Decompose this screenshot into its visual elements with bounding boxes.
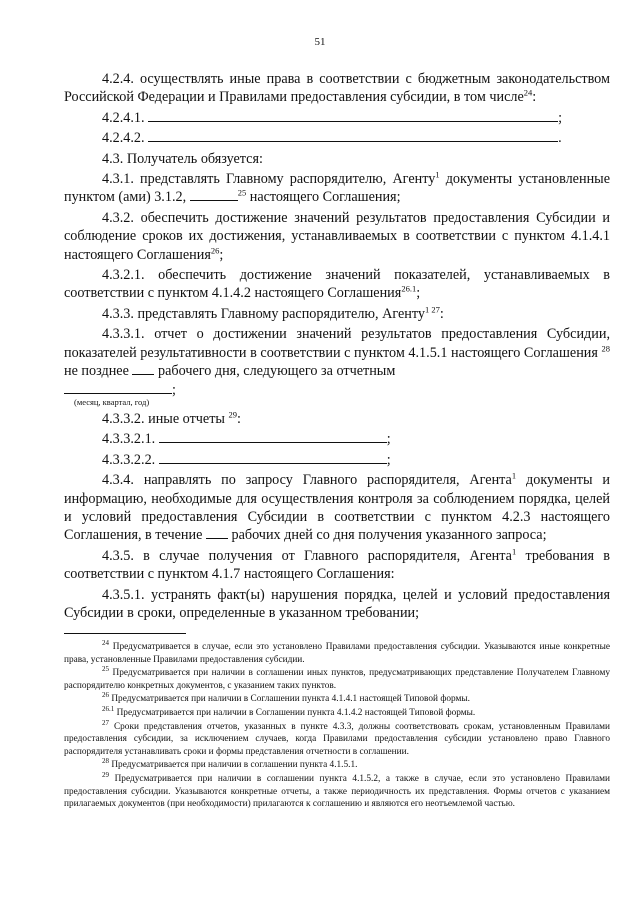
footnote-27: $^{27}$ Сроки представления отчетов, указанных в пункте 4.3.3, должны соответствовать срокам, установленным Правилами предоставления субсидии, за исключением случаев, когда Правилами предоставления субсидии установлено право Главного распорядителя устанавливать сроки и формы представления отчетности в соглашении. xyxy=(64,718,610,757)
footnotes xyxy=(64,638,610,812)
paragraph-4-3-3-2-1: 4.3.3.2.1. ; xyxy=(102,431,391,448)
paragraph-4-3-5-1: 4.3.5.1. устранять факт(ы) нарушения порядка, целей и условий предоставления Субсидии в сроки, определенные в указанном требовании; xyxy=(64,586,610,621)
footnote-24: $^{24}$ Предусматривается в случае, если это установлено Правилами предоставления субсидии. Указываются иные конкретные права, установленные Правилами предоставления субсидии. xyxy=(64,638,610,665)
paragraph-4-2-4-1: 4.2.4.1. ; xyxy=(102,109,563,126)
paragraph-4-3-2-1: 4.3.2.1. обеспечить достижение значений показателей, устанавливаемых в соответствии с пунктом 4.1.4.2 настоящего Соглашения$^{26.1}$; xyxy=(64,267,610,302)
paragraph-4-3-3: 4.3.3. представлять Главному распорядителю, Агенту$^{1 27}$: xyxy=(102,304,444,322)
footnote-ref: 24 xyxy=(523,87,533,98)
paragraph-4-3-1: 4.3.1. представлять Главному распорядителю, Агенту$^1$ документы установленные пунктом (ами) 3.1.2, $^{25}$ настоящего Соглашения; xyxy=(64,169,610,206)
paragraph-4-2-4: 4.2.4. осуществлять иные права в соответствии с бюджетным законодательством Российской Федерации и Правилами предоставления субсидии, в том числе$^{24}$: xyxy=(64,71,610,106)
paragraph-4-3-3-2-2: 4.3.3.2.2. ; xyxy=(102,451,391,468)
footnote-28: $^{28}$ Предусматривается при наличии в соглашении пункта 4.1.5.1. xyxy=(102,757,358,771)
period-hint: (месяц, квартал, год) xyxy=(74,396,150,407)
paragraph-4-3-5: 4.3.5. в случае получения от Главного распорядителя, Агента$^1$ требования в соответствии с пунктом 4.1.7 настоящего Соглашения: xyxy=(64,546,611,583)
footnote-separator xyxy=(64,633,186,634)
paragraph-4-3-3-1: 4.3.3.1. отчет о достижении значений результатов предоставления Субсидии, показателей результативности в соответствии с пунктом 4.1.5.1 настоящего Соглашения $^{28}$ не позднее рабочего дня, следующего за отчетным ; xyxy=(64,326,610,398)
footnote-26: $^{26}$ Предусматривается при наличии в Соглашении пункта 4.1.4.1 настоящей Типовой формы. xyxy=(102,691,470,705)
paragraph-4-3-3-2: 4.3.3.2. иные отчеты $^{29}$: xyxy=(102,409,241,427)
paragraph-4-3-2: 4.3.2. обеспечить достижение значений результатов предоставления Субсидии и соблюдение сроков их достижения, устанавливаемых в соответствии с пунктом 4.1.4.1 настоящего Соглашения$^{26}$; xyxy=(64,209,610,263)
paragraph-4-3-4: 4.3.4. направлять по запросу Главного распорядителя, Агента$^1$ документы и информацию, необходимые для осуществления контроля за соблюдением порядка, целей и условий предоставления Субсидии в соответствии с пунктом 4.2.3 настоящего Соглашения, в течение рабочих дней со дня получения указанного запроса; xyxy=(64,470,611,544)
footnote-26-1: $^{26.1}$ Предусматривается при наличии в Соглашении пункта 4.1.4.2 настоящей Типовой формы. xyxy=(102,704,476,718)
footnote-25: $^{25}$ Предусматривается при наличии в соглашении иных пунктов, предусматривающих представление Получателем Главному распорядителю конкретных документов, с указанием таких пунктов. xyxy=(64,665,610,691)
paragraph-4-3: 4.3. Получатель обязуется: xyxy=(102,150,263,167)
page-number: 51 xyxy=(314,36,326,48)
footnote-29: $^{29}$ Предусматривается при наличии в соглашении пункта 4.1.5.2, а также в случае, если это установлено Правилами предоставления субсидии. Указываются конкретные отчеты, а также периодичность их представления. Формы отчетов с указанием прилагаемых документов (при необходимости) прилагаются к соглашению и являются его неотъемлемой частью. xyxy=(64,770,610,810)
paragraph-4-2-4-2: 4.2.4.2. . xyxy=(102,130,562,147)
document-body xyxy=(64,70,610,624)
